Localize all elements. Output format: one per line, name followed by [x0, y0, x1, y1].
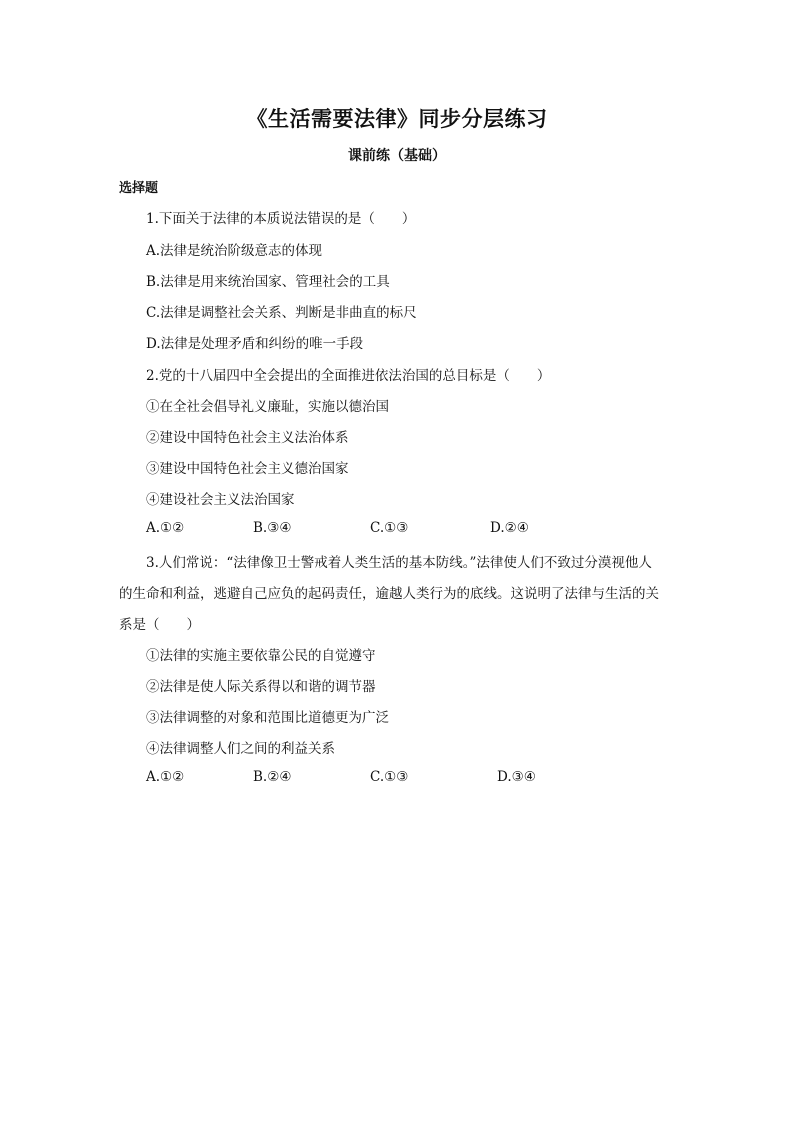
- question-3-option-b: B.②④: [253, 769, 292, 785]
- question-2-option-b: B.③④: [253, 520, 292, 536]
- section-heading: 选择题: [119, 181, 159, 196]
- question-3-statement-4: ④法律调整人们之间的利益关系: [146, 741, 335, 757]
- question-3-statement-1: ①法律的实施主要依靠公民的自觉遵守: [146, 648, 376, 664]
- question-3-option-a: A.①②: [146, 769, 185, 785]
- question-2-option-c: C.①③: [370, 520, 409, 536]
- question-3-statement-3: ③法律调整的对象和范围比道德更为广泛: [146, 710, 389, 726]
- question-2-stem: 2.党的十八届四中全会提出的全面推进依法治国的总目标是（ ）: [146, 368, 551, 384]
- question-2-statement-1: ①在全社会倡导礼义廉耻，实施以德治国: [146, 399, 389, 415]
- question-3-option-d: D.③④: [497, 769, 536, 785]
- question-1-option-d: D.法律是处理矛盾和纠纷的唯一手段: [146, 336, 364, 352]
- question-3-option-c: C.①③: [370, 769, 409, 785]
- document-subtitle: 课前练（基础）: [348, 148, 446, 164]
- document-title: 《生活需要法律》同步分层练习: [246, 106, 548, 131]
- question-2-statement-3: ③建设中国特色社会主义德治国家: [146, 461, 349, 477]
- question-1-option-a: A.法律是统治阶级意志的体现: [146, 243, 323, 259]
- question-2-statement-2: ②建设中国特色社会主义法治体系: [146, 430, 349, 446]
- question-1-stem: 1.下面关于法律的本质说法错误的是（ ）: [146, 211, 416, 227]
- question-1-option-b: B.法律是用来统治国家、管理社会的工具: [146, 274, 390, 290]
- question-2-option-a: A.①②: [146, 520, 185, 536]
- question-3-stem-line-3: 系是（ ）: [119, 617, 200, 633]
- question-3-stem-line-1: 3.人们常说：“法律像卫士警戒着人类生活的基本防线。”法律使人们不致过分漠视他人: [146, 555, 652, 571]
- question-2-option-d: D.②④: [490, 520, 529, 536]
- question-2-statement-4: ④建设社会主义法治国家: [146, 492, 295, 508]
- question-3-stem-line-2: 的生命和利益，逃避自己应负的起码责任，逾越人类行为的底线。这说明了法律与生活的关: [119, 586, 659, 602]
- question-1-option-c: C.法律是调整社会关系、判断是非曲直的标尺: [146, 305, 417, 321]
- question-3-statement-2: ②法律是使人际关系得以和谐的调节器: [146, 679, 376, 695]
